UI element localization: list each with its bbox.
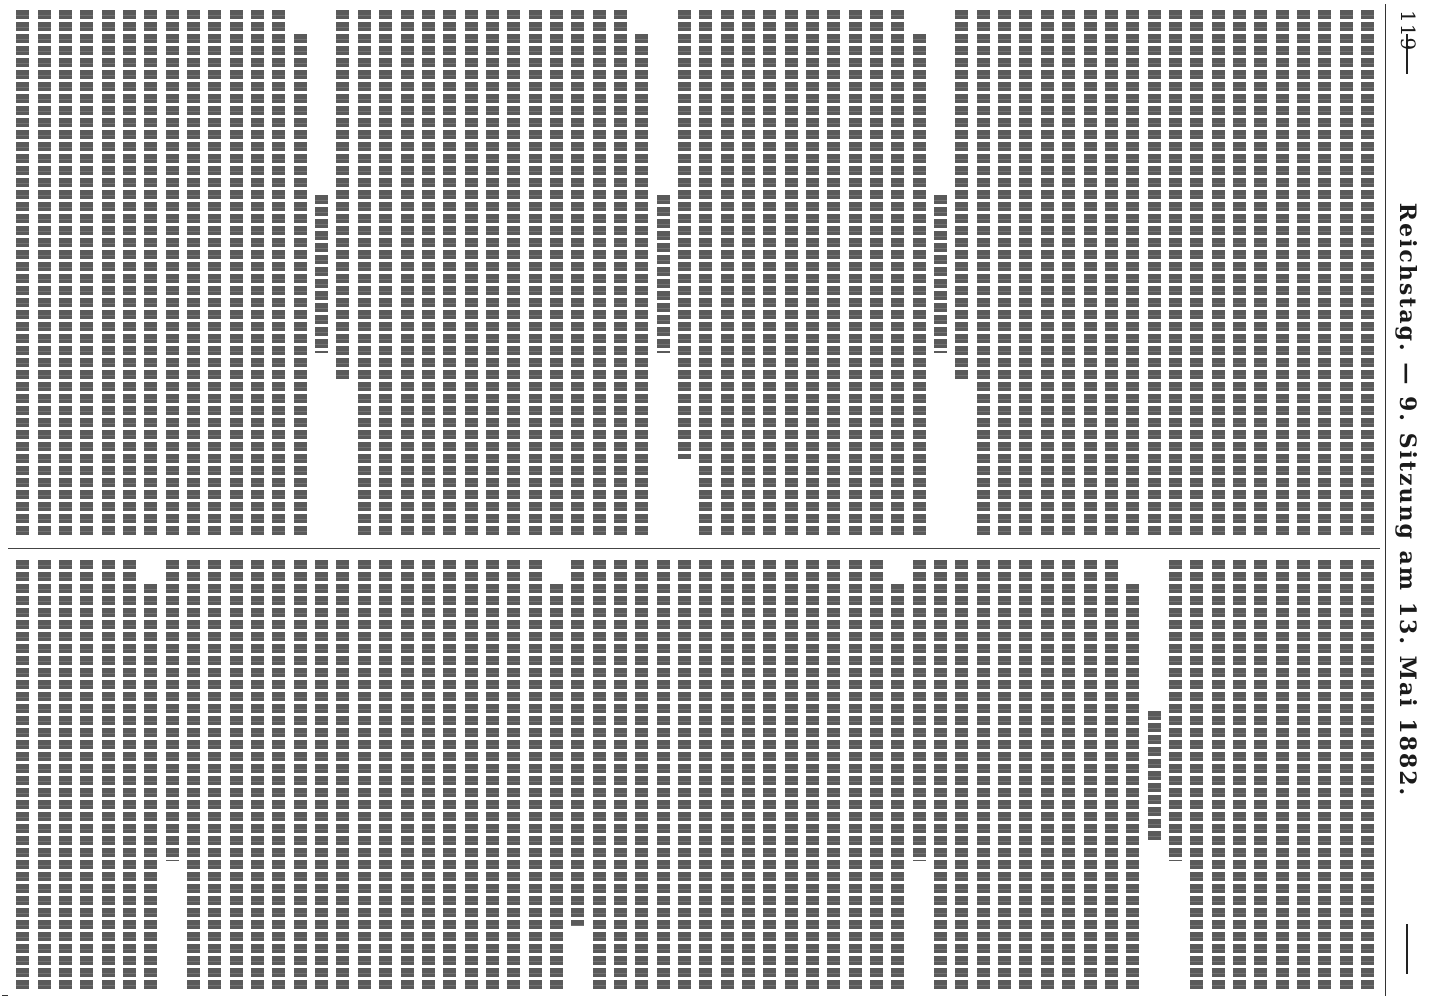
- scan-text-line: [422, 10, 435, 538]
- scan-text-line: [1233, 560, 1246, 990]
- scan-text-line: [38, 560, 51, 990]
- scan-text-line: [123, 10, 136, 538]
- scan-text-line: [1105, 560, 1118, 990]
- scan-text-line: [294, 560, 307, 990]
- scan-text-line: [187, 560, 200, 990]
- scan-text-line: [123, 560, 136, 990]
- scan-text-line: [1105, 10, 1118, 538]
- scan-text-line: [742, 10, 755, 538]
- scan-text-line: [1190, 560, 1203, 990]
- scan-text-line: [977, 560, 990, 990]
- scan-text-line: [550, 584, 563, 990]
- scan-text-line: [699, 10, 712, 538]
- scan-text-line: [913, 560, 926, 861]
- scan-text-line: [1190, 10, 1203, 538]
- scan-text-line: [1020, 560, 1033, 990]
- scan-text-line: [507, 560, 520, 990]
- scan-text-line: [1254, 560, 1267, 990]
- scan-text-line: [166, 560, 179, 861]
- scan-text-line: [102, 560, 115, 990]
- scan-text-line: [699, 560, 712, 990]
- scan-text-line: [785, 560, 798, 990]
- column-body-right: [12, 560, 1374, 990]
- scan-text-line: [251, 560, 264, 990]
- scan-text-line: [1340, 10, 1353, 538]
- scan-text-line: [102, 10, 115, 538]
- scan-text-line: [571, 10, 584, 538]
- scan-text-line: [422, 560, 435, 990]
- scan-text-line: [571, 560, 584, 926]
- page-header: [1386, 0, 1426, 1000]
- text-column-right: [12, 560, 1374, 990]
- scan-text-line: [166, 10, 179, 538]
- scan-text-line: [1297, 560, 1310, 990]
- scan-text-line: [208, 10, 221, 538]
- scan-text-line: [635, 34, 648, 538]
- scan-text-line: [593, 10, 606, 538]
- scan-text-line: [337, 10, 350, 380]
- scan-text-line: [657, 195, 670, 353]
- scan-text-line: [550, 10, 563, 538]
- scan-text-line: [934, 195, 947, 353]
- scan-text-line: [1254, 10, 1267, 538]
- scan-text-line: [998, 10, 1011, 538]
- scan-text-line: [977, 10, 990, 538]
- scan-text-line: [358, 10, 371, 538]
- scan-text-line: [59, 10, 72, 538]
- scan-text-line: [16, 10, 29, 538]
- scan-text-line: [827, 10, 840, 538]
- scan-text-line: [1020, 10, 1033, 538]
- text-column-left: [12, 10, 1374, 538]
- scan-text-line: [934, 560, 947, 990]
- scan-text-line: [849, 560, 862, 990]
- scan-text-line: [401, 560, 414, 990]
- scan-text-line: [678, 10, 691, 459]
- scan-text-line: [955, 560, 968, 990]
- scan-text-line: [806, 10, 819, 538]
- scan-text-line: [827, 560, 840, 990]
- scan-text-line: [678, 560, 691, 990]
- scan-text-line: [913, 34, 926, 538]
- scan-text-line: [1062, 10, 1075, 538]
- scan-text-line: [144, 584, 157, 990]
- scan-text-line: [80, 560, 93, 990]
- scan-text-line: [1062, 560, 1075, 990]
- scan-text-line: [1212, 10, 1225, 538]
- scan-text-line: [763, 560, 776, 990]
- scan-text-line: [1126, 584, 1139, 990]
- scan-text-line: [80, 10, 93, 538]
- scan-text-line: [1361, 560, 1374, 990]
- scan-text-line: [443, 10, 456, 538]
- scan-text-line: [529, 560, 542, 990]
- scan-text-line: [955, 10, 968, 380]
- scan-text-line: [849, 10, 862, 538]
- scan-text-line: [785, 10, 798, 538]
- header-rule: [1385, 4, 1386, 996]
- scan-text-line: [379, 10, 392, 538]
- scan-text-line: [1361, 10, 1374, 538]
- scan-text-line: [891, 584, 904, 990]
- scan-text-line: [721, 560, 734, 990]
- scan-text-line: [379, 560, 392, 990]
- column-body-left: [12, 10, 1374, 538]
- scan-text-line: [16, 560, 29, 990]
- scan-text-line: [635, 560, 648, 990]
- scan-text-line: [358, 560, 371, 990]
- scan-text-line: [251, 10, 264, 538]
- scan-text-line: [272, 560, 285, 990]
- scan-text-line: [486, 560, 499, 990]
- column-rule: [8, 548, 1380, 549]
- scan-text-line: [870, 10, 883, 538]
- scan-text-line: [891, 10, 904, 538]
- scan-text-line: [614, 560, 627, 990]
- scan-text-line: [1233, 10, 1246, 538]
- scan-text-line: [763, 10, 776, 538]
- scan-text-line: [1084, 10, 1097, 538]
- scan-text-line: [870, 560, 883, 990]
- scan-text-line: [401, 10, 414, 538]
- header-dash-right: [1406, 924, 1408, 974]
- bottom-tick: [2, 995, 8, 996]
- scan-text-line: [721, 10, 734, 538]
- scan-text-line: [230, 560, 243, 990]
- scan-text-line: [38, 10, 51, 538]
- scan-text-line: [230, 10, 243, 538]
- scan-text-line: [144, 10, 157, 538]
- scan-text-line: [337, 560, 350, 990]
- scan-text-line: [1148, 10, 1161, 538]
- scan-text-line: [1318, 10, 1331, 538]
- scan-text-line: [59, 560, 72, 990]
- scan-text-line: [507, 10, 520, 538]
- scan-text-line: [1318, 560, 1331, 990]
- scan-text-line: [806, 560, 819, 990]
- scan-text-line: [1169, 560, 1182, 861]
- scan-text-line: [1148, 711, 1161, 840]
- scan-text-line: [465, 10, 478, 538]
- scan-text-line: [1126, 10, 1139, 538]
- scan-text-line: [443, 560, 456, 990]
- scan-text-line: [294, 34, 307, 538]
- scan-text-line: [593, 560, 606, 990]
- scan-text-line: [1041, 10, 1054, 538]
- scan-text-line: [187, 10, 200, 538]
- scan-text-line: [208, 560, 221, 990]
- scan-text-line: [1276, 560, 1289, 990]
- scan-text-line: [529, 10, 542, 538]
- scan-text-line: [486, 10, 499, 538]
- scan-text-line: [1340, 560, 1353, 990]
- scan-text-line: [1169, 10, 1182, 538]
- scan-text-line: [315, 195, 328, 353]
- scan-text-line: [1297, 10, 1310, 538]
- scan-text-line: [315, 560, 328, 990]
- scan-text-line: [742, 560, 755, 990]
- scan-text-line: [657, 560, 670, 990]
- running-head: Reichstag. — 9. Sitzung am 13. Mai 1882.: [1394, 202, 1420, 798]
- scan-text-line: [614, 10, 627, 538]
- page-number: 119: [1396, 10, 1420, 52]
- scan-text-line: [1084, 560, 1097, 990]
- scan-text-line: [465, 560, 478, 990]
- scan-text-line: [1041, 560, 1054, 990]
- scan-text-line: [272, 10, 285, 538]
- scan-text-line: [1276, 10, 1289, 538]
- scan-text-line: [998, 560, 1011, 990]
- scan-text-line: [1212, 560, 1225, 990]
